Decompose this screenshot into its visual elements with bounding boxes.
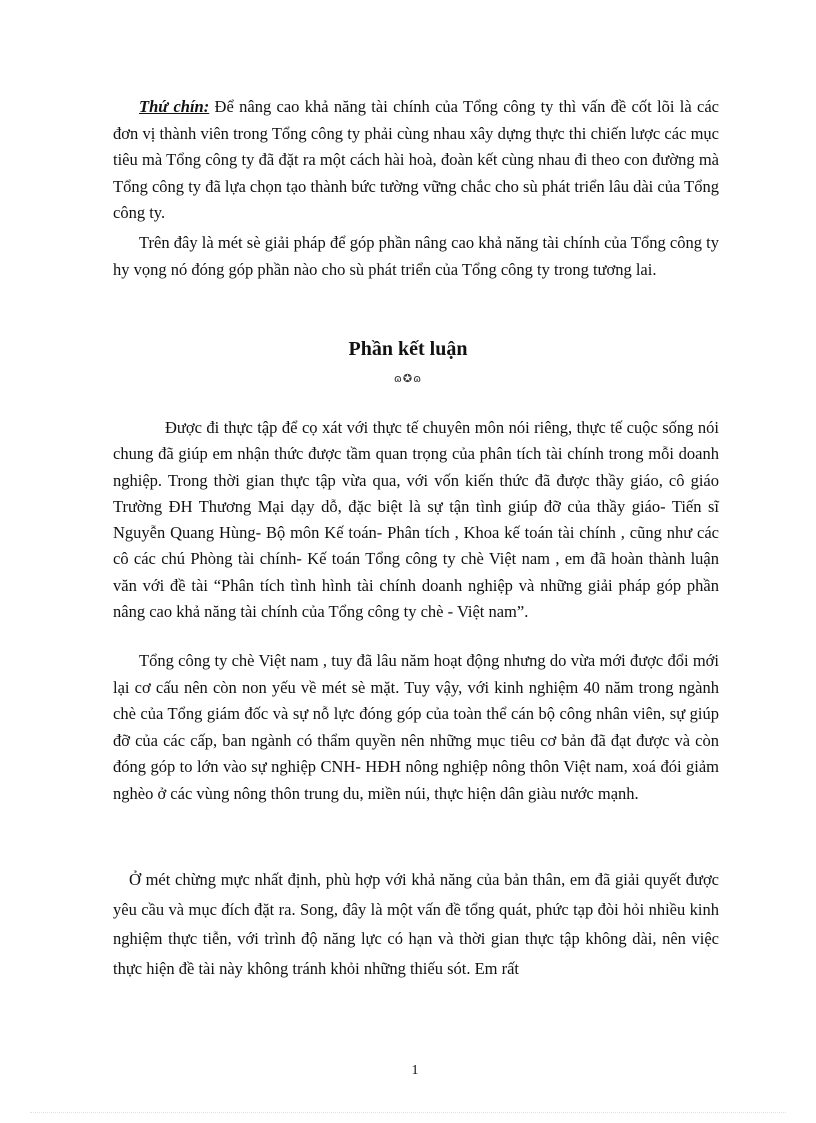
heading-ornament-icon: ɷ✪ɷ <box>393 372 423 385</box>
page-number: 1 <box>411 1063 419 1078</box>
footer-divider <box>30 1112 786 1113</box>
paragraph-thu-chin <box>113 94 719 227</box>
paragraph-limitations: Ở mét chừng mực nhất định, phù hợp với khả năng của bản thân, em đã giải quyết được yêu cầu và mục đích đặt ra. Song, đây là một vấn đề tổng quát, phức tạp đòi hỏi nhiều kinh nghiệm thực tiễn, với trình độ năng lực có hạn và thời gian thực tập không dài, nên việc thực hiện đề tài này không tránh khỏi những thiếu sót. Em rất <box>113 870 719 978</box>
paragraph-summary: Trên đây là mét sè giải pháp để góp phần nâng cao khả năng tài chính của Tổng công ty hy vọng nó đóng góp phần nào cho sù phát triển của Tổng công ty trong tương lai. <box>113 233 719 279</box>
paragraph-label: Thứ chín: <box>139 97 210 116</box>
paragraph-body: Để nâng cao khả năng tài chính của Tổng công ty thì vấn đề cốt lõi là các đơn vị thành viên trong Tổng công ty phải cùng nhau xây dựng thực thi chiến lược các mục tiêu mà Tổng công ty đã đặt ra một cách hài hoà, đoàn kết cùng nhau đi theo con đường mà Tổng công ty đã lựa chọn tạo thành bức tường vững chắc cho sù phát triển lâu dài của Tổng công ty. <box>113 97 719 223</box>
paragraph-conclusion-intro: Được đi thực tập để cọ xát với thực tế chuyên môn nói riêng, thực tế cuộc sống nói chung đã giúp em nhận thức được tầm quan trọng của phân tích tài chính trong mỗi doanh nghiệp. Trong thời gian thực tập vừa qua, với vốn kiến thức đã được thầy giáo, cô giáo Trường ĐH Thương Mại dạy dỗ, đặc biệt là sự tận tình giúp đỡ của thầy giáo- Tiến sĩ Nguyễn Quang Hùng- Bộ môn Kế toán- Phân tích , Khoa kế toán tài chính , cũng như các cô các chú Phòng tài chính- Kế toán Tổng công ty chè Việt nam , em đã hoàn thành luận văn với đề tài “Phân tích tình hình tài chính doanh nghiệp và những giải pháp góp phần nâng cao khả năng tài chính của Tổng công ty chè - Việt nam”. <box>113 418 719 622</box>
section-heading: Phần kết luận <box>348 338 468 360</box>
paragraph-company-overview: Tổng công ty chè Việt nam , tuy đã lâu năm hoạt động nhưng do vừa mới được đổi mới lại cơ cấu nên còn non yếu về mét sè mặt. Tuy vậy, với kinh nghiệm 40 năm trong ngành chè của Tổng giám đốc và sự nỗ lực đóng góp của toàn thể cán bộ công nhân viên, sự giúp đỡ của các cấp, ban ngành có thẩm quyền nên những mục tiêu cơ bản đã đạt được và còn đóng góp to lớn vào sự nghiệp CNH- HĐH nông nghiệp nông thôn Việt nam, xoá đói giảm nghèo ở các vùng nông thôn trung du, miền núi, thực hiện dân giàu nước mạnh. <box>113 651 719 803</box>
